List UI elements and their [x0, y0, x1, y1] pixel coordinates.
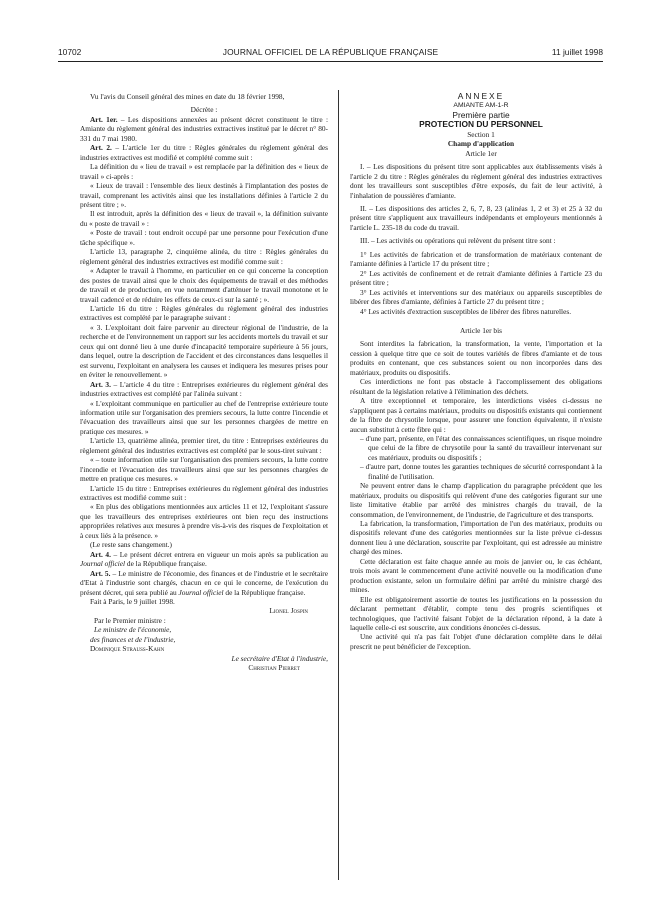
paragraph: « 3. L'exploitant doit faire parvenir au directeur régional de l'industrie, de la recherche et de l'environnement un rapport sur les accidents mortels du travail et sur ceux qui ont donné lieu à une durée d'incapacité temporaire supérieure à 56 jours, dans lequel, outre la description de l'accident et des circonstances dans lesquelles il est survenu, l'exploitant en analysera les causes et indiquera les mesures prises pour en éviter le renouvellement. »: [80, 322, 328, 380]
article-label: Art. 4.: [90, 549, 111, 559]
paragraph: L'article 16 du titre : Règles générales du règlement général des industries extractives est complété par le paragraphe suivant :: [80, 303, 328, 323]
part-subtitle: PROTECTION DU PERSONNEL: [419, 119, 543, 130]
article-heading: Article 1er: [465, 148, 497, 158]
left-column: [80, 92, 328, 673]
paragraph: Vu l'avis du Conseil général des mines en date du 18 février 1998,: [90, 92, 285, 101]
paragraph: Elle est obligatoirement assortie de toutes les justifications en la possession du déclarant permettant d'établir, compte tenu des progrès scientifiques et technologiques, que l'activité faisant l'objet de la déclaration répond, à la date à laquelle celle-ci est souscrite, aux conditions énoncées ci-dessus.: [350, 594, 602, 633]
paragraph: « Poste de travail : tout endroit occupé par une personne pour l'exécution d'une tâche spécifique ».: [80, 228, 328, 247]
article-label: Art. 1er.: [90, 114, 118, 124]
paragraph: Sont interdites la fabrication, la transformation, la vente, l'importation et la cession à quelque titre que ce soit de toutes variétés de fibres d'amiante et de tous produits en contenant, que ces substances soient ou non incorporées dans des matériaux, produits ou dispositifs.: [350, 339, 602, 377]
paragraph: A titre exceptionnel et temporaire, les interdictions visées ci-dessus ne s'appliquent pas à certains matériaux, produits ou dispositifs existants qui contiennent de la fibre de chrysotile lorsque, pour assurer une fonction équivalente, il n'existe aucun substitut à cette fibre qui :: [350, 396, 602, 434]
minister-title-line1: Le ministre de l'économie,: [94, 625, 172, 635]
journal-name: Journal officiel: [178, 587, 224, 597]
paragraph: I. – Les dispositions du présent titre sont applicables aux établissements visés à l'article 2 du titre : Règles générales du règlement général des industries extractives dont les travailleurs sont susceptibles d'être exposés, du fait de leur activité, à l'inhalation de poussières d'amiante.: [350, 162, 602, 200]
issue-date: 11 juillet 1998: [551, 47, 603, 57]
article-text: – L'article 4 du titre : Entreprises extérieures du règlement général des industries extractives est complété par l'alinéa suivant :: [80, 379, 328, 399]
par-le-premier-ministre: Par le Premier ministre :: [94, 615, 166, 625]
header-rule: [58, 61, 603, 62]
paragraph: « – toute information utile sur l'organisation des premiers secours, la lutte contre l'incendie et l'évacuation des travailleurs ainsi que sur les personnes chargées de mettre en pratique ces mesures. »: [80, 455, 328, 484]
secretary-title: Le secrétaire d'Etat à l'industrie,: [231, 653, 328, 663]
paragraph: La fabrication, la transformation, l'importation de l'un des matériaux, produits ou dispositifs relevant d'une des catégories mentionnées sur la liste prévue ci-dessus donnent lieu à une déclaration, souscrite par l'exploitant, qui est adressée au ministre chargé des mines.: [350, 519, 602, 557]
amiante-code: AMIANTE AM-1-R: [453, 102, 509, 110]
paragraph: III. – Les activités ou opérations qui relèvent du présent titre sont :: [360, 236, 556, 246]
right-column: [350, 92, 602, 651]
article-label: Art. 2.: [90, 143, 112, 153]
part-title: Première partie: [452, 109, 510, 120]
paragraph: Cette déclaration est faite chaque année au mois de janvier ou, le cas échéant, trois mois avant le commencement d'une activité nouvelle ou la modification d'une production existante, selon un formulaire défini par arrêté du ministre chargé des mines.: [350, 556, 602, 595]
column-divider: [338, 90, 339, 880]
signature-secretary: Christian Pierret: [248, 663, 300, 673]
article-5: [80, 569, 328, 597]
decrete-heading: Décrète :: [190, 105, 218, 115]
section-heading: Champ d'application: [447, 139, 515, 149]
paragraph: Une activité qui n'a pas fait l'objet d'une déclaration complète dans le délai prescrit ne peut bénéficier de l'exception.: [350, 632, 602, 651]
article-label: Art. 5.: [90, 568, 111, 578]
journal-title: JOURNAL OFFICIEL DE LA RÉPUBLIQUE FRANÇAISE: [222, 47, 439, 57]
article-2: [80, 143, 328, 162]
article-text: – Le présent décret entrera en vigueur un mois après sa publication au: [110, 549, 328, 559]
article-3: [80, 380, 328, 399]
paragraph: L'article 13, quatrième alinéa, premier tiret, du titre : Entreprises extérieures du règlement général des industries extractives est complété par le sous-tiret suivant :: [80, 436, 328, 455]
paragraph: « Adapter le travail à l'homme, en particulier en ce qui concerne la conception des postes de travail ainsi que le choix des équipements de travail et des méthodes de travail et de production, en vue notamment d'atténuer le travail monotone et le travail cadencé et de réduire les effets de ceux-ci sur la santé ; ».: [80, 266, 328, 304]
paragraph: II. – Les dispositions des articles 2, 6, 7, 8, 23 (alinéas 1, 2 et 3) et 25 à 32 du présent titre s'appliquent aux travailleurs indépendants et employeurs mentionnés à l'article L. 235-18 du code du travail.: [350, 203, 602, 232]
annexe-title: ANNEXE: [457, 91, 505, 101]
paragraph: Il est introduit, après la définition des « lieux de travail », la définition suivante du « poste de travail » :: [80, 209, 328, 228]
page-number: 10702: [58, 47, 82, 57]
article-text: – L'article 1er du titre : Règles générales du règlement général des industries extractives est modifié et complété comme suit :: [80, 143, 328, 162]
paragraph: « En plus des obligations mentionnées aux articles 11 et 12, l'exploitant s'assure que les travailleurs des entreprises extérieures ont bien reçu des instructions appropriées relatives aux mesures à prendre vis-à-vis des risques de l'exploitation et à ceux liés à la présence. »: [80, 502, 328, 540]
paragraph: (Le reste sans changement.): [90, 540, 172, 550]
place-date: Fait à Paris, le 9 juillet 1998.: [90, 597, 175, 607]
paragraph: L'article 13, paragraphe 2, cinquième alinéa, du titre : Règles générales du règlement général des industries extractives est modifié comme suit :: [80, 247, 328, 266]
article-4: [80, 550, 328, 569]
paragraph: 2° Les activités de confinement et de retrait d'amiante définies à l'article 23 du présent titre ;: [350, 268, 602, 288]
signature-minister: Dominique Strauss-Kahn: [90, 644, 165, 654]
signature-prime-minister: Lionel Jospin: [269, 606, 308, 616]
article-heading: Article 1er bis: [459, 325, 502, 335]
list-item: – d'une part, présente, en l'état des connaissances scientifiques, un risque moindre que celui de la fibre de chrysotile pour la santé du travailleur intervenant sur ces matériaux, produits ou dispositifs ;: [360, 433, 602, 462]
article-text: de la République française.: [223, 587, 306, 597]
paragraph: « Lieux de travail : l'ensemble des lieux destinés à l'implantation des postes de travail, comprenant les activités ainsi que les installations définies à l'article 2 du présent titre ; ».: [80, 181, 328, 209]
paragraph: L'article 15 du titre : Entreprises extérieures du règlement général des industries extractives est modifié comme suit :: [80, 483, 328, 503]
article-1: [80, 115, 328, 143]
paragraph: 4° Les activités d'extraction susceptibles de libérer des fibres naturelles.: [360, 306, 572, 316]
article-text: – Le ministre de l'économie, des finances et de l'industrie et le secrétaire d'Etat à l'industrie sont chargés, chacun en ce qui le concerne, de l'exécution du présent décret, qui sera publié au: [80, 568, 328, 597]
article-text: – Les dispositions annexées au présent décret constituent le titre : Amiante du règlement général des industries extractives institué par le décret n° 80-331 du 7 mai 1980.: [80, 114, 328, 143]
paragraph: 3° Les activités et interventions sur des matériaux ou appareils susceptibles de libérer des fibres d'amiante, définies à l'article 27 du présent titre ;: [350, 287, 602, 307]
paragraph: Ne peuvent entrer dans le champ d'application du paragraphe précédent que les matériaux, produits ou dispositifs qui relèvent d'une des catégories figurant sur une liste limitative établie par arrêté des ministres chargés du travail, de la consommation, de l'environnement, de l'industrie, de l'agriculture et des transports.: [350, 481, 602, 519]
article-text: de la République française.: [125, 559, 207, 569]
paragraph: « L'exploitant communique en particulier au chef de l'entreprise extérieure toute information utile sur l'organisation des premiers secours, la lutte contre l'incendie et l'évacuation des travailleurs ainsi que sur les personnes chargées de mettre en pratique ces mesures. »: [80, 398, 328, 436]
paragraph: 1° Les activités de fabrication et de transformation de matériaux contenant de l'amiante définies à l'article 17 du présent titre ;: [350, 249, 602, 269]
page-header: [58, 47, 603, 61]
journal-name: Journal officiel: [80, 559, 126, 569]
article-label: Art. 3.: [90, 379, 111, 389]
section-title: Section 1: [467, 129, 495, 139]
paragraph: Ces interdictions ne font pas obstacle à l'accomplissement des obligations résultant de la législation relative à l'élimination des déchets.: [350, 377, 602, 396]
paragraph: La définition du « lieu de travail » est remplacée par la définition des « lieux de travail » ci-après :: [80, 162, 328, 181]
minister-title-line2: des finances et de l'industrie,: [90, 634, 176, 644]
list-item: – d'autre part, donne toutes les garanties techniques de sécurité correspondant à la finalité de l'utilisation.: [360, 462, 602, 481]
